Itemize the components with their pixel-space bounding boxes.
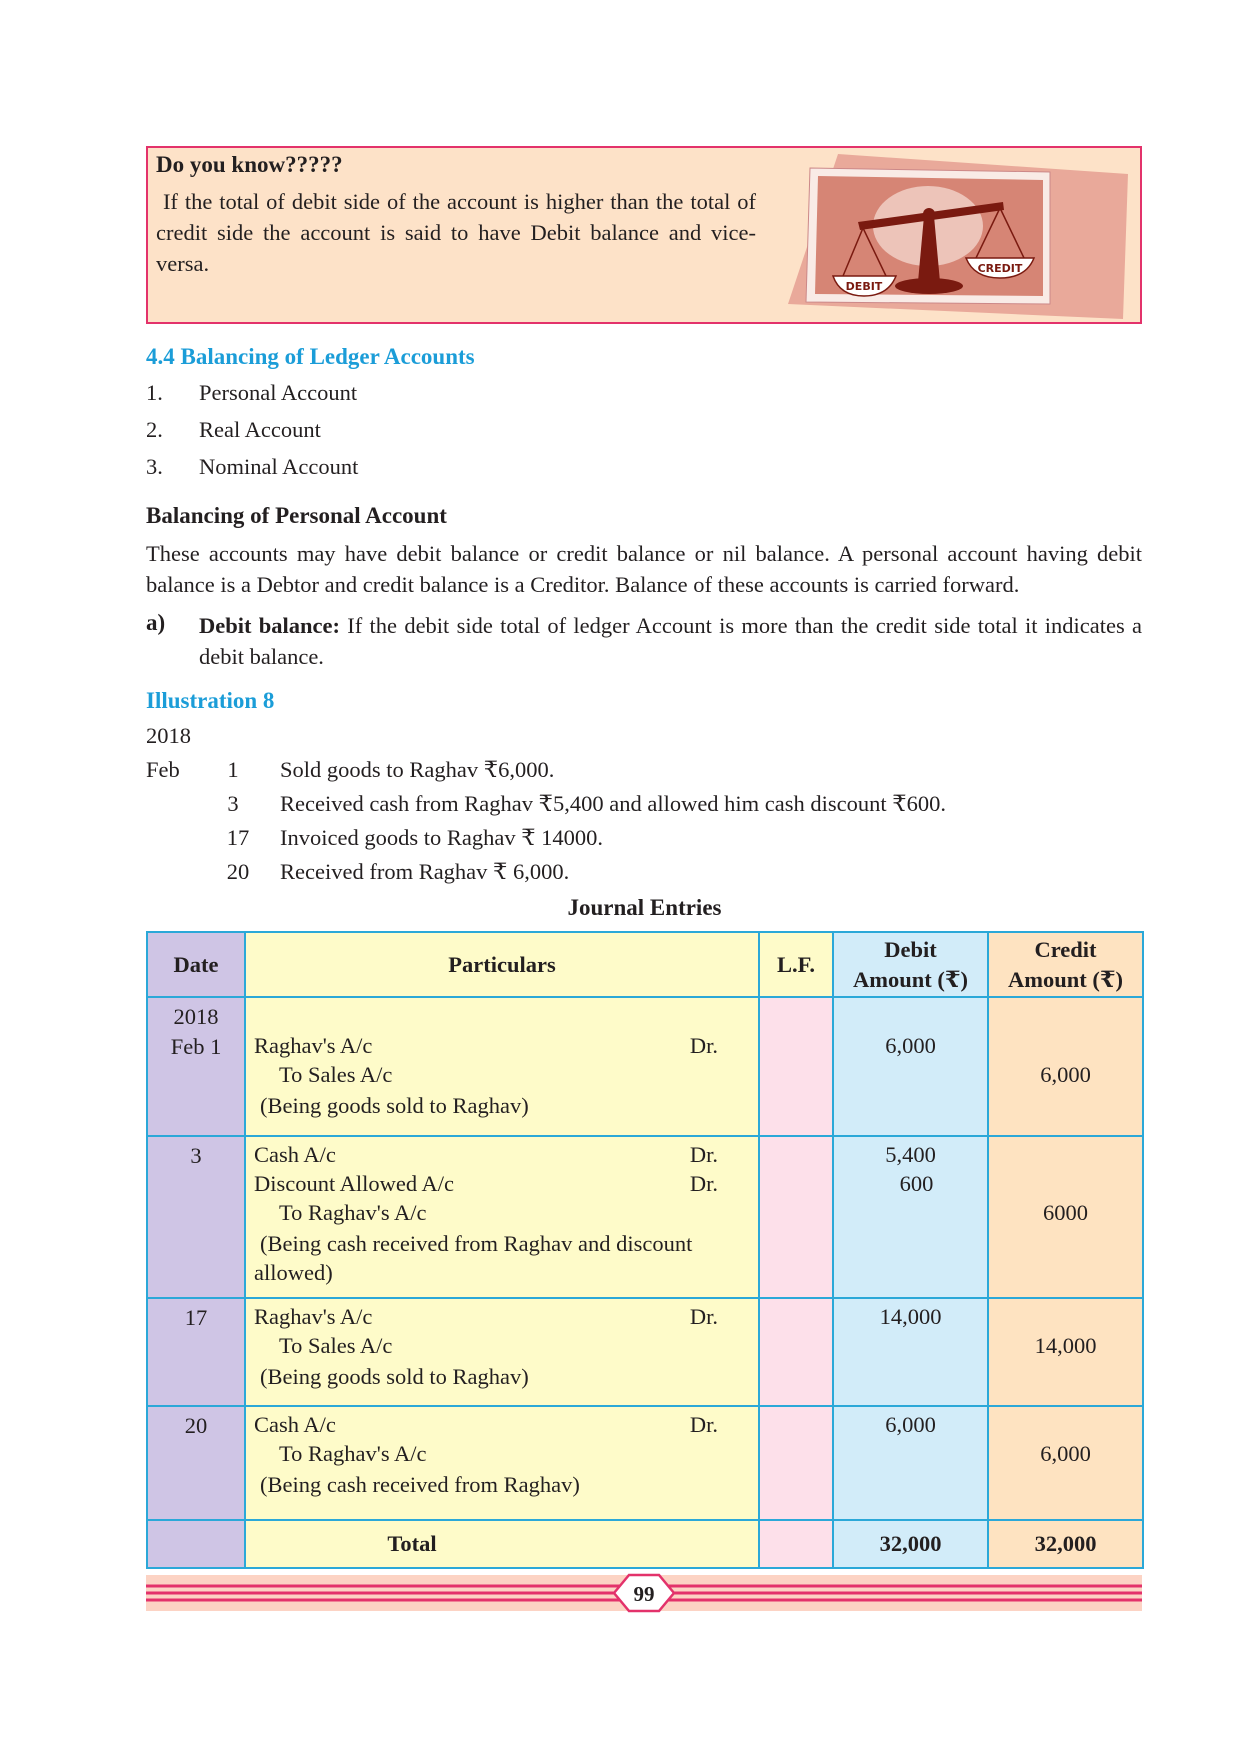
entry-credit: 6,000 <box>988 997 1143 1136</box>
table-row <box>147 997 1143 1136</box>
transaction-day: 20 <box>226 859 250 884</box>
do-you-know-box <box>146 146 1142 324</box>
entry-particulars: Cash A/c Dr. To Raghav's A/c (Being cash received from Raghav) <box>245 1406 759 1520</box>
paragraph: These accounts may have debit balance or credit balance or nil balance. A personal account having debit balance is a Debtor and credit balance is a Creditor. Balance of these accounts is carried forward. <box>146 541 1142 597</box>
entry-particulars: Raghav's A/c Dr. To Sales A/c (Being goods sold to Raghav) <box>245 997 759 1136</box>
entry-credit: 6,000 <box>988 1406 1143 1520</box>
transaction-day: 17 <box>226 825 250 850</box>
header-debit: Debit Amount (₹) <box>833 932 988 997</box>
transaction-text: Sold goods to Raghav ₹6,000. <box>280 757 555 782</box>
entry-particulars: Cash A/c Dr. Discount Allowed A/c Dr. To Raghav's A/c (Being cash received from Raghav and discount allowed) <box>245 1136 759 1298</box>
transaction-text: Invoiced goods to Raghav ₹ 14000. <box>280 825 604 850</box>
transaction-day: 3 <box>227 791 239 816</box>
entry-lf <box>759 1406 833 1520</box>
do-you-know-title: Do you know????? <box>156 152 343 177</box>
entry-lf <box>759 1298 833 1406</box>
transaction-text: Received cash from Raghav ₹5,400 and allowed him cash discount ₹600. <box>280 791 946 816</box>
total-debit: 32,000 <box>833 1520 988 1568</box>
entry-lf <box>759 997 833 1136</box>
do-you-know-text: If the total of debit side of the account is higher than the total of credit side the account is said to have Debit balance and vice-versa. <box>156 189 757 276</box>
item-text: Debit balance: If the debit side total of ledger Account is more than the credit side total it indicates a debit balance. <box>199 613 1142 669</box>
subsection-heading: Balancing of Personal Account <box>146 503 447 528</box>
list-item: Real Account <box>199 417 321 442</box>
entry-date: 17 <box>147 1298 245 1406</box>
header-particulars: Particulars <box>245 932 759 997</box>
debit-pan-label: DEBIT <box>845 280 883 293</box>
entry-particulars: Raghav's A/c Dr. To Sales A/c (Being goods sold to Raghav) <box>245 1298 759 1406</box>
entry-date: 3 <box>147 1136 245 1298</box>
list-number: 1. <box>146 380 163 405</box>
table-row <box>147 1406 1143 1520</box>
table-header-row <box>147 932 1143 997</box>
list-item: Personal Account <box>199 380 358 405</box>
entry-lf <box>759 1136 833 1298</box>
illustration-month: Feb <box>146 757 180 782</box>
total-label: Total <box>245 1520 759 1568</box>
header-date: Date <box>147 932 245 997</box>
journal-title: Journal Entries <box>567 895 722 920</box>
item-label: a) <box>146 610 166 635</box>
list-number: 2. <box>146 417 163 442</box>
entry-debit: 6,000 <box>833 1406 988 1520</box>
list-number: 3. <box>146 454 163 479</box>
section-heading: 4.4 Balancing of Ledger Accounts <box>146 344 475 369</box>
entry-debit: 14,000 <box>833 1298 988 1406</box>
illustration-year: 2018 <box>146 723 191 748</box>
page-footer <box>146 1573 1142 1613</box>
entry-debit: 6,000 <box>833 997 988 1136</box>
entry-debit: 5,400 600 <box>833 1136 988 1298</box>
illustration-heading: Illustration 8 <box>146 688 275 713</box>
table-row <box>147 1298 1143 1406</box>
header-lf: L.F. <box>759 932 833 997</box>
journal-table <box>146 931 1144 1569</box>
total-credit: 32,000 <box>988 1520 1143 1568</box>
transaction-text: Received from Raghav ₹ 6,000. <box>280 859 570 884</box>
transaction-day: 1 <box>227 757 239 782</box>
entry-date: 2018 Feb 1 <box>147 997 245 1136</box>
entry-credit: 6000 <box>988 1136 1143 1298</box>
balance-scale-icon <box>788 154 1128 319</box>
list-item: Nominal Account <box>199 454 359 479</box>
credit-pan-label: CREDIT <box>977 262 1023 275</box>
entry-date: 20 <box>147 1406 245 1520</box>
page-number: 99 <box>633 1582 655 1606</box>
header-credit: Credit Amount (₹) <box>988 932 1143 997</box>
entry-credit: 14,000 <box>988 1298 1143 1406</box>
total-row <box>147 1520 1143 1568</box>
table-row <box>147 1136 1143 1298</box>
